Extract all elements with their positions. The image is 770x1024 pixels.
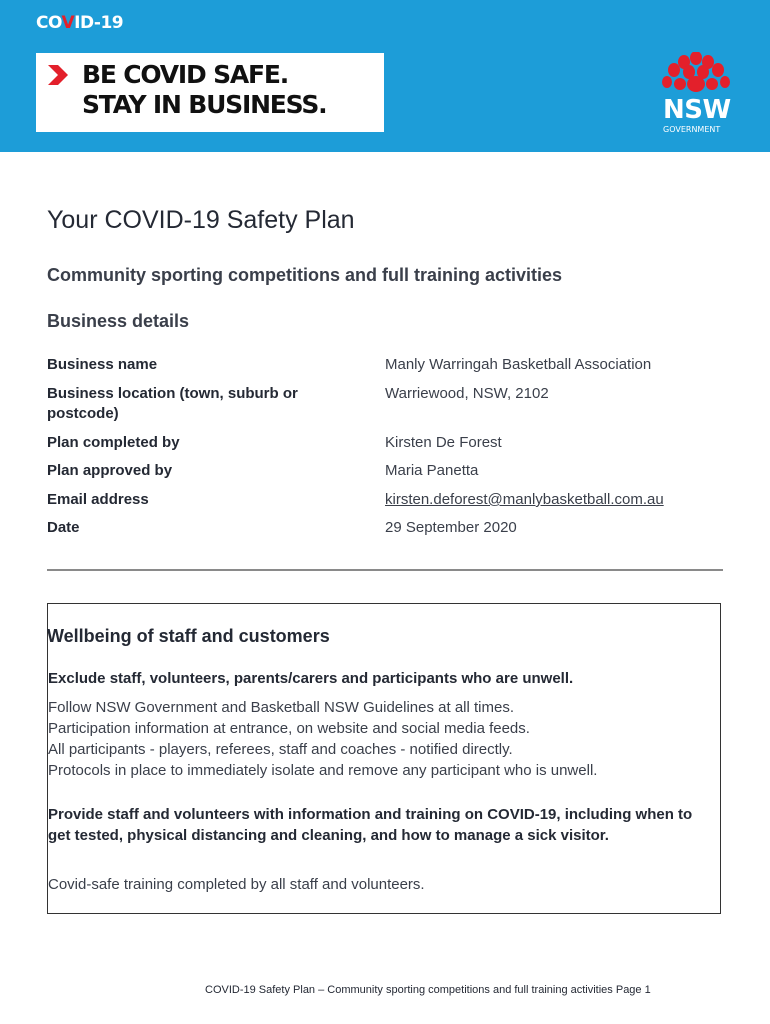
- slogan-box: [36, 53, 384, 132]
- wellbeing-heading: Wellbeing of staff and customers: [47, 626, 330, 646]
- email-address-label: Email address: [47, 491, 149, 508]
- covid-tag-v: V: [61, 13, 75, 33]
- plan-approved-by-value: Maria Panetta: [385, 462, 479, 479]
- response-training-completed: Covid-safe training completed by all staff and volunteers.: [48, 876, 425, 893]
- response-line-3: All participants - players, referees, staff and coaches - notified directly.: [48, 741, 513, 758]
- section-divider: [47, 569, 723, 571]
- page-subtitle: Community sporting competitions and full training activities: [47, 265, 563, 285]
- email-address-link[interactable]: kirsten.deforest@manlybasketball.com.au: [385, 491, 664, 508]
- business-location-label: Business location (town, suburb or postcode): [47, 385, 298, 422]
- covid-19-tag: [36, 13, 123, 33]
- date-label: Date: [47, 519, 80, 536]
- plan-completed-by-label: Plan completed by: [47, 434, 180, 451]
- response-line-2: Participation information at entrance, on website and social media feeds.: [48, 720, 530, 737]
- header-banner: [0, 0, 770, 152]
- covid-tag-suffix: ID-19: [74, 13, 124, 33]
- slogan-line-1: BE COVID SAFE.: [82, 60, 289, 89]
- business-name-label: Business name: [47, 356, 158, 373]
- plan-approved-by-label: Plan approved by: [47, 462, 173, 479]
- page-title: Your COVID-19 Safety Plan: [47, 206, 355, 234]
- plan-completed-by-value: Kirsten De Forest: [385, 434, 502, 451]
- business-details-heading: Business details: [47, 311, 190, 331]
- slogan-line-2: STAY IN BUSINESS.: [82, 90, 327, 119]
- requirement-exclude-unwell: Exclude staff, volunteers, parents/carers and participants who are unwell.: [48, 670, 574, 687]
- logo-wordmark: NSW: [663, 95, 731, 125]
- response-line-1: Follow NSW Government and Basketball NSW Guidelines at all times.: [48, 699, 515, 716]
- date-value: 29 September 2020: [385, 519, 517, 536]
- response-line-4: Protocols in place to immediately isolate and remove any participant who is unwell.: [48, 762, 598, 779]
- requirement-training-info: Provide staff and volunteers with information and training on COVID-19, including when to get tested, physical distancing and cleaning, and how to manage a sick visitor.: [48, 806, 693, 844]
- waratah-flower-icon: [651, 52, 741, 97]
- business-location-value: Warriewood, NSW, 2102: [385, 385, 549, 402]
- logo-subtext: GOVERNMENT: [663, 125, 721, 134]
- nsw-government-logo: [651, 52, 741, 137]
- business-name-value: Manly Warringah Basketball Association: [385, 356, 652, 373]
- page-footer: COVID-19 Safety Plan – Community sporting competitions and full training activities Page 1: [205, 984, 651, 996]
- chevron-right-icon: [46, 63, 70, 87]
- covid-tag-prefix: CO: [36, 13, 62, 33]
